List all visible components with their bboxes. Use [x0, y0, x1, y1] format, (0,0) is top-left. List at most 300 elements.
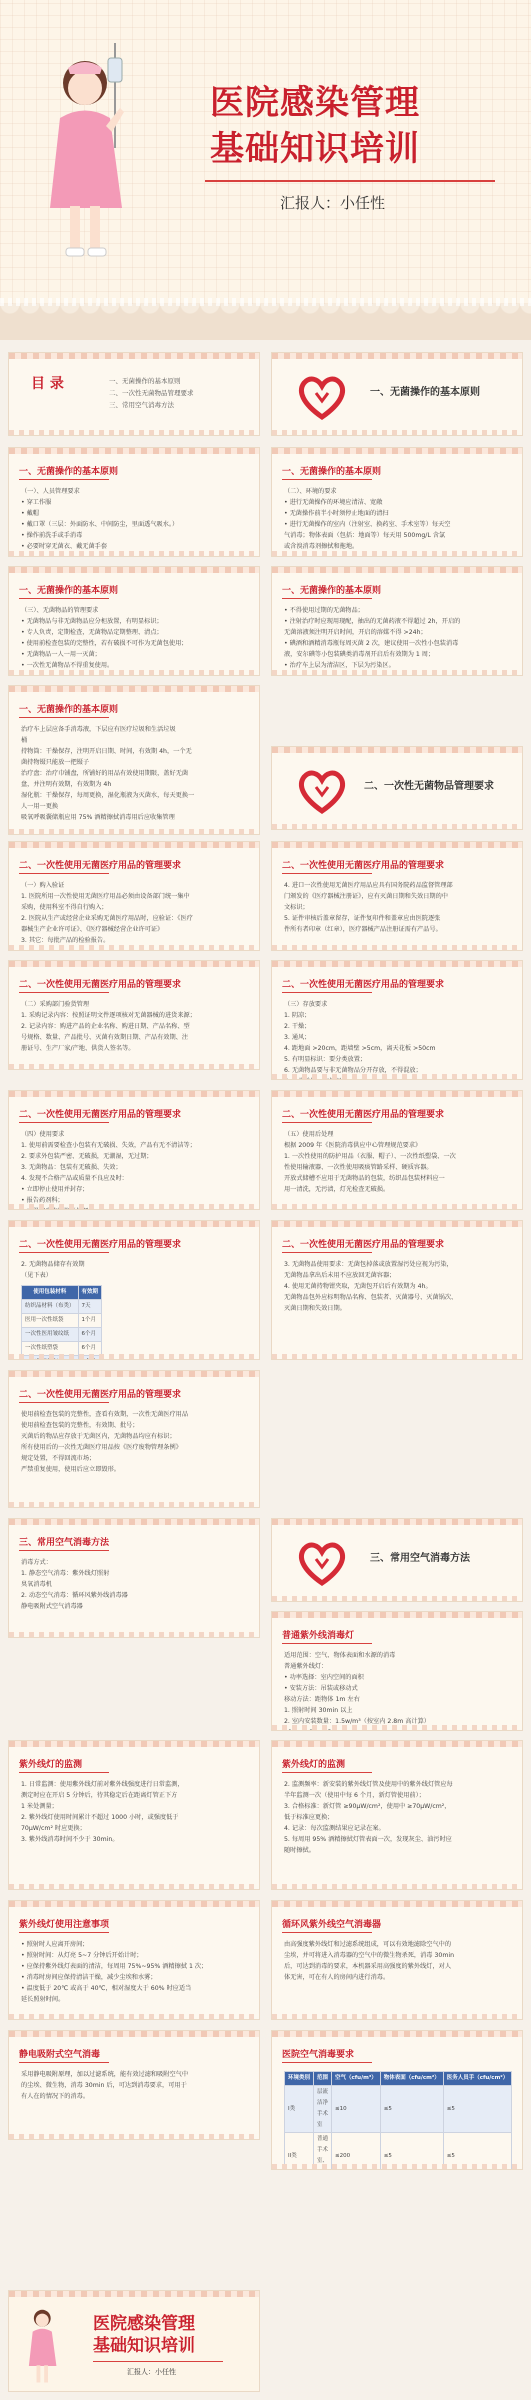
content-slide: [8, 685, 260, 835]
body-line: 用一清洗，无污渍，灯光检查无破损。: [284, 1186, 390, 1193]
slide-body: [21, 1557, 249, 1612]
panel-bottom-border: [9, 2134, 259, 2139]
panel-top-border: [272, 567, 522, 573]
body-line: • 消毒时房间应保持清洁干燥，减少尘埃和水雾；: [21, 1974, 157, 1981]
panel-top-border: [272, 1741, 522, 1747]
content-slide: [271, 841, 523, 951]
body-line: 半年监测一次（使用中每 6 个月，新灯管使用前）；: [284, 1792, 425, 1799]
body-line: 4. 距地面 >20cm，距墙壁 >5cm，离天花板 >50cm: [284, 1045, 436, 1052]
panel-top-border: [9, 1221, 259, 1227]
content-slide: [271, 1220, 523, 1360]
body-line: 规定处置，不得回流市场；: [21, 1455, 96, 1462]
body-line: 延长照射时间。: [21, 1996, 65, 2003]
body-line: 盘，并注明有效期，有效期为 4h: [21, 781, 112, 788]
body-line: 菌持物镊只能放一把镊子: [21, 759, 90, 766]
body-line: 无菌物品包外应标明物品名称、包装者、灭菌器号、灭菌锅次、: [284, 1294, 458, 1301]
panel-bottom-border: [9, 1204, 259, 1209]
slide-title: 医院空气消毒要求: [282, 2050, 355, 2060]
slide-title: 一、无菌操作的基本原则: [282, 467, 382, 477]
body-line: （三）、无菌物品的管理要求: [21, 607, 99, 614]
body-line: （四）使用要求: [21, 1131, 65, 1138]
body-line: 器械生产企业许可证》、《医疗器械经营企业许可证》: [21, 926, 164, 933]
body-line: 3. 合格标准：新灯管 ≥90μW/cm²，使用中 ≥70μW/cm²，: [284, 1803, 451, 1810]
content-slide: [8, 841, 260, 951]
slide-body: [21, 724, 249, 823]
panel-top-border: [9, 686, 259, 692]
table-cell: ≤5: [443, 2133, 511, 2171]
table-row: [22, 1328, 102, 1342]
toc-list: [109, 375, 194, 411]
slide-body: [21, 486, 249, 552]
panel-bottom-border: [272, 824, 522, 829]
panel-bottom-border: [9, 1064, 259, 1069]
panel-top-border: [272, 1901, 522, 1907]
content-slide: [8, 1090, 260, 1210]
panel-top-border: [9, 842, 259, 848]
section-title: 一、无菌操作的基本原则: [370, 387, 480, 398]
panel-top-border: [9, 567, 259, 573]
table-row: [285, 2086, 512, 2133]
panel-top-border: [9, 1741, 259, 1747]
title-underline: [282, 2062, 372, 2063]
table-header: 使用包装材料: [22, 1286, 79, 1300]
panel-bottom-border: [272, 2014, 522, 2019]
panel-bottom-border: [9, 829, 259, 834]
body-line: 灭菌后的物品应存放于无菌区内，无菌物品均应有标识；: [21, 1433, 176, 1440]
slide-body: [21, 1939, 249, 2005]
table-cell: 医用一次性纸袋: [22, 1314, 79, 1328]
content-slide: [271, 1740, 523, 1890]
closing-slide: [8, 2290, 260, 2392]
closing-title: [93, 2313, 195, 2357]
section-slide-2: [271, 746, 523, 830]
table-header: 范围: [314, 2072, 332, 2086]
panel-top-border: [9, 2031, 259, 2037]
body-line: 门颁发的《医疗器械注册证》，应有灭菌日期和失效日期的中: [284, 893, 448, 900]
body-line: 尘埃，并可将进入消毒器的空气中的微生物杀死，消毒 30min: [284, 1952, 455, 1959]
slide-title: 一、无菌操作的基本原则: [19, 586, 119, 596]
table-cell: 一次性医用皱纹纸: [22, 1328, 79, 1342]
body-line: 2. 记录内容：购进产品的企业名称、购进日期、产品名称、型: [21, 1023, 190, 1030]
panel-bottom-border: [9, 1354, 259, 1359]
slide-body: [284, 1939, 512, 1983]
body-line: • 安装方法：吊装或移动式: [284, 1685, 358, 1692]
body-line: • 穿工作服: [21, 499, 52, 506]
body-line: 普通紫外线灯：: [284, 1663, 328, 1670]
slide-title: 二、一次性使用无菌医疗用品的管理要求: [19, 1110, 182, 1120]
toc-item[interactable]: 三、常用空气消毒方法: [109, 401, 174, 409]
closing-divider: [93, 2361, 223, 2362]
body-line: • 进行无菌操作的环境应清洁、宽敞: [284, 499, 383, 506]
body-line: • 戴帽: [21, 510, 39, 517]
panel-top-border: [272, 1519, 522, 1525]
content-slide: [8, 960, 260, 1070]
body-line: （二）采购部门验货管理: [21, 1001, 90, 1008]
panel-top-border: [9, 1091, 259, 1097]
content-slide: [271, 1900, 523, 2020]
content-slide: [271, 1611, 523, 1731]
slide-title: 二、一次性使用无菌医疗用品的管理要求: [19, 980, 182, 990]
slide-body: [284, 880, 512, 935]
slide-body: [21, 605, 249, 671]
title-underline: [19, 717, 109, 718]
lace-border: [0, 304, 531, 340]
slide-body: [284, 1259, 512, 1314]
body-line: 5. 证件审核后盖章留存，证件复印件和盖章应由医院逐张: [284, 915, 441, 922]
body-line: 文标识；: [284, 904, 309, 911]
body-line: 采用静电吸附原理，加以过滤系统，能有效过滤和吸附空气中: [21, 2071, 189, 2078]
body-line: 静电吸附式空气消毒器: [21, 1603, 83, 1610]
slide-body: [21, 2069, 249, 2102]
table-cell: 6个月: [78, 1342, 102, 1356]
table-cell: ≤200: [332, 2133, 381, 2171]
body-line: • 照射时人应离开房间；: [21, 1941, 89, 1948]
body-line: 适用范围：空气、物体表面和水源的消毒: [284, 1652, 396, 1659]
table-cell: ≤5: [380, 2086, 443, 2133]
table-header: 空气（cfu/m³）: [332, 2072, 381, 2086]
title-underline: [19, 992, 109, 993]
body-line: 3. 无菌物品使用要求：无菌包掉落或放置湿污处应视为污染，: [284, 1261, 453, 1268]
body-line: 的尘埃、微生物，消毒 30min 后，可达到消毒要求，可用于: [21, 2082, 187, 2089]
body-line: • 应保持紫外线灯表面的清洁，每周用 75%~95% 酒精擦拭 1 次；: [21, 1963, 208, 1970]
body-line: 桶: [21, 737, 28, 744]
toc-item[interactable]: 二、一次性无菌物品管理要求: [109, 389, 194, 397]
body-line: 所有使用后的一次性无菌医疗用品按《医疗废物管理条例》: [21, 1444, 182, 1451]
body-line: 4. 进口一次性使用无菌医疗用品应具有国务院药品监督管理部: [284, 882, 453, 889]
panel-bottom-border: [9, 1632, 259, 1637]
body-line: 3. 通风；: [284, 1034, 311, 1041]
title-underline: [19, 1932, 109, 1933]
table-cell: ≤5: [443, 2086, 511, 2133]
cover-title: [210, 80, 420, 172]
body-line: （一）购入验证: [21, 882, 65, 889]
body-line: • 操作前洗手或手消毒: [21, 532, 83, 539]
body-line: 2. 室内安装数量：1.5w/m³（按室内 2.8m 高计算）: [284, 1718, 430, 1725]
panel-bottom-border: [272, 551, 522, 556]
title-underline: [282, 479, 372, 480]
body-line: • 注射治疗时应现用现配，抽出的无菌药液不得超过 2h，开启的: [284, 618, 461, 625]
body-line: 1. 使用前需要检查小包装有无破损、失效，产品有无不清洁等；: [21, 1142, 196, 1149]
body-line: 1. 阴凉；: [284, 1012, 311, 1019]
content-slide: [8, 1900, 260, 2020]
body-line: 2. 无菌物品储存有效期: [21, 1261, 85, 1268]
body-line: 2. 监测频率：新安装的紫外线灯管及使用中的紫外线灯管应每: [284, 1781, 453, 1788]
panel-bottom-border: [9, 430, 259, 435]
body-line: 册证号、生产厂家/产地、供货人签名等。: [21, 1045, 135, 1052]
body-line: • 不得使用过期的无菌物品；: [284, 607, 364, 614]
content-slide: [8, 566, 260, 676]
table-row: [22, 1300, 102, 1314]
body-line: • 无菌物品与非无菌物品应分柜放置，有明显标识；: [21, 618, 163, 625]
body-line: 根据 2009 年《医院消毒供应中心管理规范要求》: [284, 1142, 422, 1149]
panel-bottom-border: [272, 1354, 522, 1359]
body-line: • 必要时穿无菌衣、戴无菌手套: [21, 543, 108, 550]
slide-title: 一、无菌操作的基本原则: [19, 705, 119, 715]
slide-body: [284, 605, 512, 671]
table-cell: ≤5: [380, 2133, 443, 2171]
body-line: 采购，使用科室不得自行购入；: [21, 904, 108, 911]
table-cell: II类: [285, 2133, 314, 2171]
table-cell: 普通手术室、: [314, 2133, 332, 2171]
content-slide: [271, 447, 523, 557]
body-line: • 戴口罩（三层：外面防水、中间防尘，里面透气吸水。）: [21, 521, 179, 528]
panel-top-border: [272, 2031, 522, 2037]
body-line: 开放式储槽不应用于无菌物品的包装，纺织品包装材料应一: [284, 1175, 445, 1182]
body-line: 臭氧消毒机: [21, 1581, 52, 1588]
table-cell: 1个月: [78, 1314, 102, 1328]
toc-slide: [8, 352, 260, 436]
body-line: 移动方法：距物体 1m 左右: [284, 1696, 360, 1703]
slide-body: [21, 1409, 249, 1475]
body-line: 或含溴消毒剂擦拭和拖地。: [284, 543, 359, 550]
title-underline: [19, 598, 109, 599]
body-line: • 立即停止使用并封存；: [21, 1186, 89, 1193]
air-standard-table: [284, 2071, 512, 2170]
body-line: • 报告药剂科；: [21, 1197, 64, 1204]
slide-title: 三、常用空气消毒方法: [19, 1538, 110, 1548]
body-line: 使用前检查包装的完整性，查看有效期，一次性无菌医疗用品: [21, 1411, 189, 1418]
cover-title-line2: 基础知识培训: [210, 129, 420, 169]
cover-title-line1: 医院感染管理: [210, 83, 420, 123]
slide-title: 二、一次性使用无菌医疗用品的管理要求: [282, 861, 445, 871]
panel-top-border: [9, 961, 259, 967]
slide-body: [284, 999, 512, 1080]
body-line: 气消毒；物体表面（包括：地面等）每天用 500mg/L 含氯: [284, 532, 446, 539]
section-slide-1: [271, 352, 523, 436]
title-underline: [282, 873, 372, 874]
shelf-life-table: [21, 1285, 102, 1360]
slide-body: [21, 1129, 249, 1210]
slide-body: [21, 1259, 249, 1360]
content-slide: [8, 1740, 260, 1890]
body-line: • 使用前检查包装的完整性，若有破损不可作为无菌包使用；: [21, 640, 188, 647]
heart-hands-icon: [296, 1539, 348, 1587]
content-slide: [8, 1518, 260, 1638]
body-line: 无菌溶液须注明开启时间，开启的溶媒不得 >24h；: [284, 629, 427, 636]
table-header: 环境类别: [285, 2072, 314, 2086]
table-header: 物体表面（cfu/cm²）: [380, 2072, 443, 2086]
body-line: 后，可达到消毒的要求，本机器采用高强度的紫外线灯，对人: [284, 1963, 452, 1970]
body-line: • 照射时间：从灯亮 5~7 分钟后开始计时；: [21, 1952, 143, 1959]
body-line: 70μW/cm² 时应更换；: [21, 1825, 86, 1832]
body-line: • 进行无菌操作的室内（注射室、换药室、手术室等）每天空: [284, 521, 451, 528]
body-line: 灭菌日期和失效日期。: [284, 1305, 346, 1312]
panel-top-border: [272, 842, 522, 848]
slide-body: [21, 999, 249, 1054]
body-line: • 温度低于 20℃ 或高于 40℃，相对湿度大于 60% 时应适当: [21, 1985, 192, 1992]
title-underline: [282, 1772, 372, 1773]
table-cell: 6个月: [78, 1328, 102, 1342]
closing-reporter: 汇报人：小任性: [127, 2368, 176, 2376]
slide-title: 一、无菌操作的基本原则: [282, 586, 382, 596]
body-line: 由高强度紫外线灯和过滤系统组成，可以有效地滤除空气中的: [284, 1941, 452, 1948]
slide-body: [284, 1650, 512, 1731]
body-line: 3. 其它：每批产品的检验报告。: [21, 937, 110, 944]
panel-bottom-border: [272, 1596, 522, 1601]
body-line: • 专人负责，定期检查，无菌物品定期整理、清点；: [21, 629, 163, 636]
closing-title-line1: 医院感染管理: [93, 2314, 195, 2334]
table-cell: 7天: [78, 1300, 102, 1314]
slide-title: 二、一次性使用无菌医疗用品的管理要求: [19, 1390, 182, 1400]
body-line: （见下表）: [21, 1272, 52, 1279]
title-underline: [19, 1252, 109, 1253]
body-line: 6. 无菌物品要与非无菌物品分开存放，不得混放；: [284, 1067, 422, 1074]
body-line: 严禁重复使用，使用后应立即毁形。: [21, 1466, 120, 1473]
body-line: 性使用输液器、一次性使用吸痰管路采样、硬质容器。: [284, 1164, 433, 1171]
section-title: 二、一次性无菌物品管理要求: [364, 781, 494, 792]
heart-hands-icon: [296, 767, 348, 815]
title-underline: [282, 1252, 372, 1253]
content-slide: [271, 2030, 523, 2170]
title-underline: [19, 1550, 109, 1551]
panel-bottom-border: [9, 1502, 259, 1507]
slide-body: [21, 880, 249, 946]
body-line: 治疗车上层应备手消毒液，下层应有医疗垃圾和生活垃圾: [21, 726, 176, 733]
title-underline: [282, 992, 372, 993]
title-underline: [282, 1643, 372, 1644]
table-cell: 纺织品材料（布类）: [22, 1300, 79, 1314]
body-line: 持物筒：干燥保存，注明开启日期、时间，有效期 4h，一个无: [21, 748, 192, 755]
panel-top-border: [9, 1371, 259, 1377]
body-line: • 治疗车上层为清洁区，下层为污染区。: [284, 662, 395, 669]
body-line: 3. 无菌物品：包装有无破损、失效；: [21, 1164, 122, 1171]
title-underline: [19, 479, 109, 480]
body-line: 随时擦拭。: [284, 1847, 315, 1854]
slide-title: 循环风紫外线空气消毒器: [282, 1920, 382, 1930]
title-underline: [19, 873, 109, 874]
body-line: 有人在的情况下的消毒。: [21, 2093, 90, 2100]
title-underline: [282, 1122, 372, 1123]
title-underline: [19, 1772, 109, 1773]
section-title: 三、常用空气消毒方法: [370, 1553, 470, 1564]
content-slide: [271, 566, 523, 676]
body-line: • 无菌物品一人一用一灭菌；: [21, 651, 101, 658]
slide-title: 静电吸附式空气消毒: [19, 2050, 101, 2060]
toc-item[interactable]: 一、无菌操作的基本原则: [109, 377, 181, 385]
panel-top-border: [9, 1901, 259, 1907]
title-underline: [282, 598, 372, 599]
slide-title: 二、一次性使用无菌医疗用品的管理要求: [282, 1240, 445, 1250]
slide-title: 一、无菌操作的基本原则: [19, 467, 119, 477]
panel-bottom-border: [9, 2014, 259, 2019]
body-line: 1. 医院所用一次性使用无菌医疗用品必须由设备部门统一集中: [21, 893, 190, 900]
body-line: 2. 干燥；: [284, 1023, 311, 1030]
panel-bottom-border: [9, 945, 259, 950]
body-line: 测定时应在开启 5 分钟后，待其稳定后在距离灯管正下方: [21, 1792, 178, 1799]
body-line: 体无害，可在有人的房间内进行消毒。: [284, 1974, 390, 1981]
panel-bottom-border: [272, 1884, 522, 1889]
panel-top-border: [9, 2291, 259, 2297]
nurse-illustration: [40, 38, 160, 268]
body-line: 1. 照射时间 30min 以上: [284, 1707, 353, 1714]
body-line: 4. 发现不合格产品或质量不良应及时：: [21, 1175, 128, 1182]
panel-bottom-border: [9, 551, 259, 556]
slide-title: 普通紫外线消毒灯: [282, 1631, 355, 1641]
slide-body: [284, 2069, 512, 2170]
slide-body: [284, 486, 512, 552]
panel-bottom-border: [272, 1204, 522, 1209]
body-line: 5. 每周用 95% 酒精擦拭灯管表面一次，发现灰尘、油污时应: [284, 1836, 452, 1843]
body-line: • 无菌操作前半小时须停止地面的清扫: [284, 510, 389, 517]
slide-title: 二、一次性使用无菌医疗用品的管理要求: [282, 1110, 445, 1120]
table-header: 有效期: [78, 1286, 102, 1300]
body-line: （一）、人员管理要求: [21, 488, 80, 495]
panel-bottom-border: [272, 430, 522, 435]
slide-body: [284, 1779, 512, 1856]
body-line: 消毒方式：: [21, 1559, 52, 1566]
toc-title: 目 录: [31, 376, 64, 392]
nurse-illustration: [23, 2301, 73, 2389]
body-line: 2. 要求外包装严密、无破损，无潮湿，无过期；: [21, 1153, 153, 1160]
panel-bottom-border: [272, 945, 522, 950]
content-slide: [271, 1090, 523, 1210]
body-line: （五）使用后处理: [284, 1131, 334, 1138]
panel-top-border: [272, 353, 522, 359]
slide-title: 紫外线灯的监测: [282, 1760, 346, 1770]
body-line: 吸氧呼吸囊储瓶应用 75% 酒精擦拭消毒用后应收集管理: [21, 814, 175, 821]
closing-title-line2: 基础知识培训: [93, 2336, 195, 2356]
content-slide: [8, 1220, 260, 1360]
panel-bottom-border: [9, 1884, 259, 1889]
body-line: 使用前检查包装的完整性，有效期、批号；: [21, 1422, 139, 1429]
body-line: • 一次性无菌物品不得重复使用。: [21, 662, 114, 669]
body-line: （二）、环境的要求: [284, 488, 337, 495]
heart-hands-icon: [296, 373, 348, 421]
body-line: 液，安尔碘等小包装碘类消毒剂开启后有效期为 1 周；: [284, 651, 435, 658]
body-line: • 功率选择：室内空间的面积: [284, 1674, 364, 1681]
slide-body: [21, 1779, 249, 1845]
panel-bottom-border: [272, 2164, 522, 2169]
content-slide: [8, 1370, 260, 1508]
body-line: 2. 紫外线灯使用时间累计不超过 1000 小时，或强度低于: [21, 1814, 179, 1821]
body-line: 4. 使用无菌持物钳夹取，无菌包开启后有效期为 4h。: [284, 1283, 432, 1290]
panel-bottom-border: [272, 1725, 522, 1730]
panel-top-border: [272, 747, 522, 753]
table-header: 医务人员手（cfu/cm²）: [443, 2072, 511, 2086]
panel-bottom-border: [272, 1074, 522, 1079]
slide-title: 二、一次性使用无菌医疗用品的管理要求: [282, 980, 445, 990]
body-line: 2. 医院从生产或经营企业采购无菌医疗用品时，应验证：《医疗: [21, 915, 193, 922]
body-line: 1. 采购记录内容：按照证明文件逐项核对无菌器械的进货来源；: [21, 1012, 196, 1019]
panel-top-border: [272, 448, 522, 454]
content-slide: [271, 960, 523, 1080]
slide-title: 紫外线灯的监测: [19, 1760, 83, 1770]
body-line: 1. 一次性使用的防护用品（衣服、帽子）、一次性纸塑袋、一次: [284, 1153, 456, 1160]
table-cell: ≤10: [332, 2086, 381, 2133]
panel-top-border: [272, 1612, 522, 1618]
panel-bottom-border: [9, 670, 259, 675]
slide-title: 二、一次性使用无菌医疗用品的管理要求: [19, 1240, 182, 1250]
slide-body: [284, 1129, 512, 1195]
title-underline: [19, 1122, 109, 1123]
cover-slide: [0, 0, 531, 340]
body-line: 5. 有明显标识：要分类放置；: [284, 1056, 367, 1063]
body-line: 2. 动态空气消毒：循环风紫外线消毒器: [21, 1592, 128, 1599]
body-line: 治疗盘：治疗巾铺盘，所铺好的用品有效使用期限，盖好无菌: [21, 770, 189, 777]
panel-top-border: [272, 961, 522, 967]
table-cell: I类: [285, 2086, 314, 2133]
panel-top-border: [9, 1519, 259, 1525]
panel-bottom-border: [272, 670, 522, 675]
body-line: 3. 紫外线消毒时间不少于 30min。: [21, 1836, 119, 1843]
body-line: 无菌物品拿出后未用不应放回无菌容器；: [284, 1272, 396, 1279]
panel-top-border: [9, 353, 259, 359]
cover-reporter: 汇报人：小任性: [280, 194, 386, 212]
content-slide: [8, 2030, 260, 2140]
content-slide: [8, 447, 260, 557]
panel-top-border: [272, 1091, 522, 1097]
body-line: • 碘酒和酒精消毒瓶每周灭菌 2 次，建议使用一次性小包装消毒: [284, 640, 459, 647]
